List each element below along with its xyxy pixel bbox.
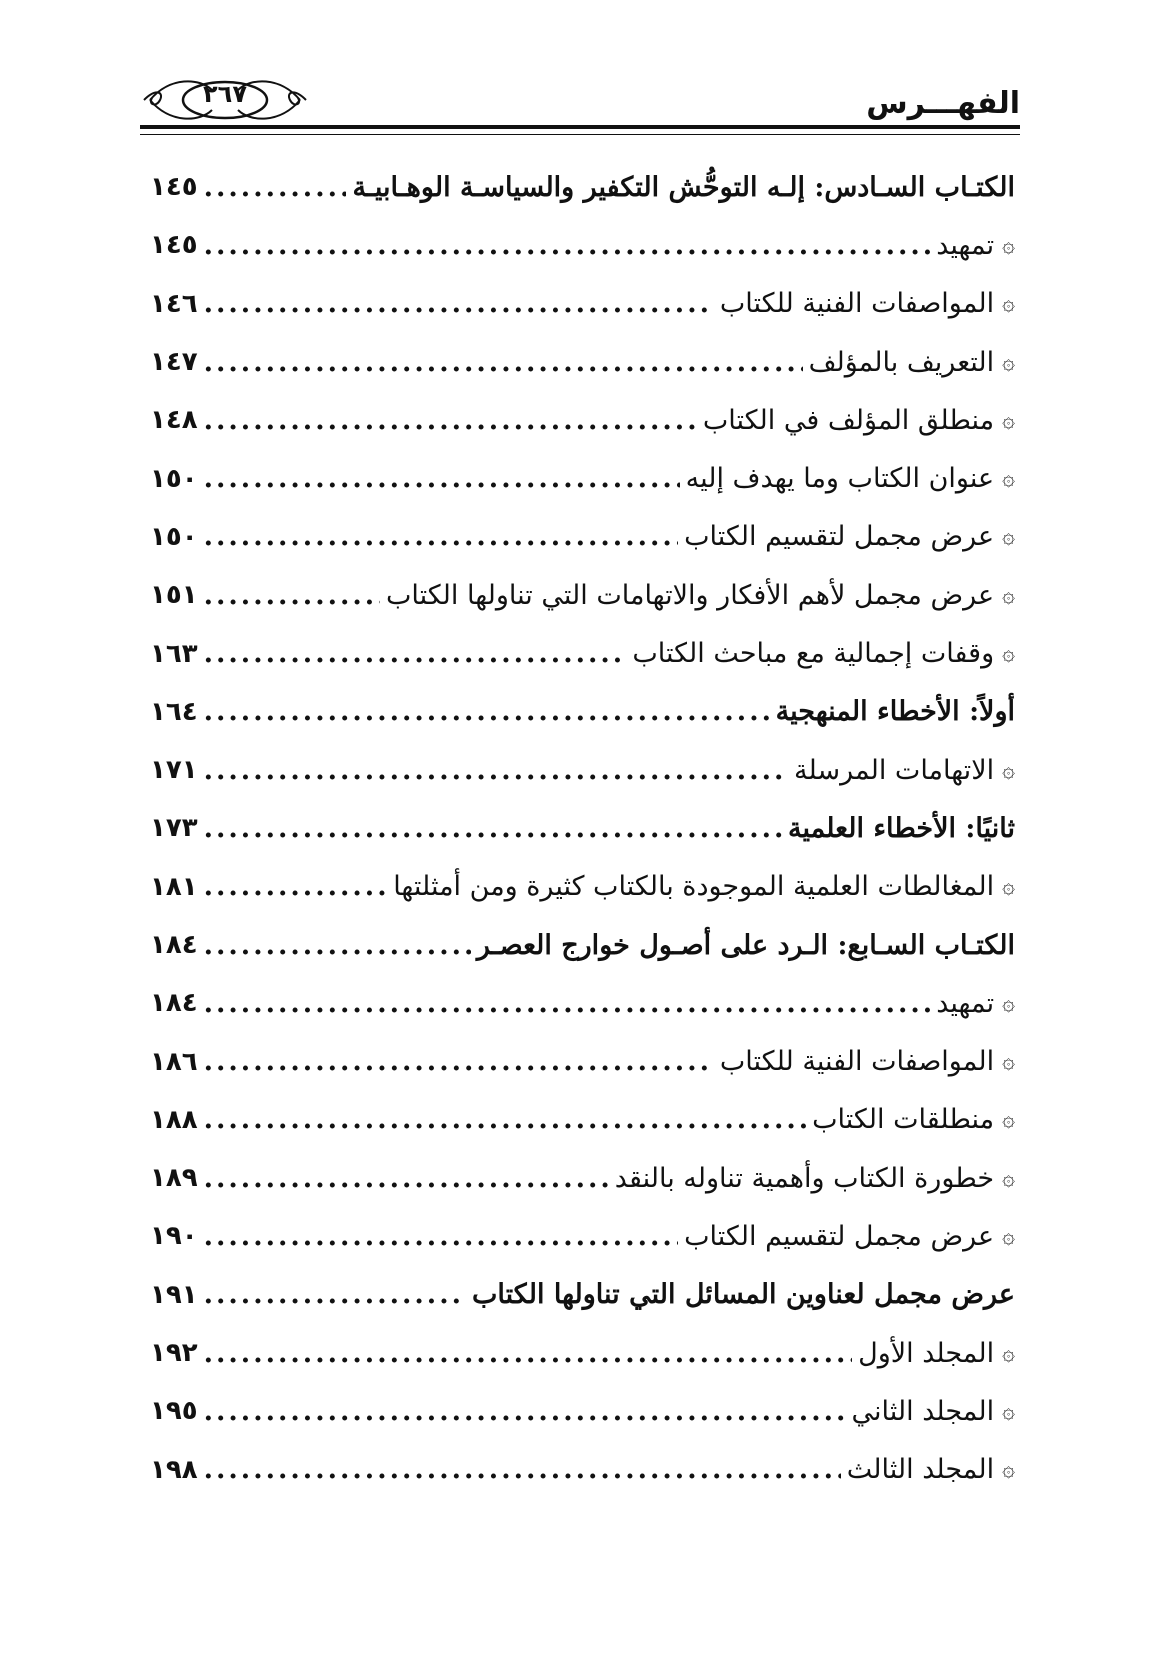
- bullet-star-icon: ۞: [1002, 349, 1015, 375]
- dot-leader: [204, 1046, 714, 1077]
- bullet-star-icon: ۞: [1002, 1165, 1015, 1191]
- toc-page-number: ١٤٨: [150, 405, 198, 436]
- toc-entry: [150, 333, 1015, 391]
- bullet-star-icon: ۞: [1002, 641, 1015, 667]
- toc-page-number: ١٨٤: [150, 988, 198, 1019]
- toc-entry-title: منطلق المؤلف في الكتاب: [702, 404, 995, 436]
- header-rule-thick: [140, 125, 1020, 129]
- toc-entry: [150, 916, 1015, 974]
- toc-entry: [150, 449, 1015, 507]
- toc-entry-title: تمهيد: [936, 229, 995, 261]
- table-of-contents: [150, 158, 1015, 1499]
- toc-entry: [150, 158, 1015, 216]
- toc-page-number: ١٩٨: [150, 1454, 198, 1485]
- toc-entry: [150, 391, 1015, 449]
- toc-entry-title: أولاً: الأخطاء المنهجية: [775, 696, 1015, 728]
- dot-leader: [204, 172, 347, 203]
- dot-leader: [204, 696, 770, 727]
- toc-entry: [150, 1032, 1015, 1090]
- bullet-star-icon: ۞: [1002, 1223, 1015, 1249]
- toc-entry: [150, 275, 1015, 333]
- toc-entry-title: تمهيد: [936, 987, 995, 1019]
- dot-leader: [204, 347, 803, 378]
- toc-entry-title: عرض مجمل لعناوين المسائل التي تناولها الكتاب: [472, 1279, 1015, 1311]
- toc-entry: [150, 1266, 1015, 1324]
- toc-entry: [150, 683, 1015, 741]
- dot-leader: [204, 288, 714, 319]
- dot-leader: [204, 1163, 609, 1194]
- toc-entry-title: عرض مجمل لتقسيم الكتاب: [684, 521, 995, 553]
- dot-leader: [204, 1338, 852, 1369]
- bullet-star-icon: ۞: [1002, 1049, 1015, 1075]
- toc-entry-title: المجلد الثالث: [846, 1454, 995, 1486]
- dot-leader: [204, 1221, 678, 1252]
- toc-page-number: ١٩٠: [150, 1221, 198, 1252]
- bullet-star-icon: ۞: [1002, 524, 1015, 550]
- dot-leader: [204, 463, 680, 494]
- bullet-star-icon: ۞: [1002, 232, 1015, 258]
- dot-leader: [204, 521, 678, 552]
- toc-page-number: ١٧١: [150, 755, 198, 786]
- toc-entry-title: ثانيًا: الأخطاء العلمية: [788, 812, 1015, 844]
- toc-page-number: ١٥٠: [150, 463, 198, 494]
- dot-leader: [204, 405, 697, 436]
- toc-page-number: ١٥٠: [150, 521, 198, 552]
- bullet-star-icon: ۞: [1002, 291, 1015, 317]
- bullet-star-icon: ۞: [1002, 874, 1015, 900]
- bullet-star-icon: ۞: [1002, 757, 1015, 783]
- toc-entry: [150, 1382, 1015, 1440]
- toc-entry-title: خطورة الكتاب وأهمية تناوله بالنقد: [614, 1162, 995, 1194]
- toc-entry: [150, 216, 1015, 274]
- toc-page-number: ١٨٩: [150, 1163, 198, 1194]
- page-title: الفهـــرس: [866, 86, 1020, 121]
- toc-entry-title: المجلد الثاني: [851, 1395, 995, 1427]
- dot-leader: [204, 755, 788, 786]
- dot-leader: [204, 930, 471, 961]
- toc-entry: [150, 1149, 1015, 1207]
- toc-page-number: ١٤٥: [150, 172, 198, 203]
- dot-leader: [204, 988, 931, 1019]
- toc-entry-title: الكتـاب السـابع: الـرد على أصـول خوارج العصـر: [476, 929, 1015, 961]
- toc-entry: [150, 1324, 1015, 1382]
- toc-entry: [150, 1091, 1015, 1149]
- toc-entry-title: المواصفات الفنية للكتاب: [719, 1046, 995, 1078]
- toc-entry: [150, 858, 1015, 916]
- toc-entry: [150, 508, 1015, 566]
- bullet-star-icon: ۞: [1002, 1340, 1015, 1366]
- toc-page-number: ١٨٦: [150, 1046, 198, 1077]
- toc-entry-title: عرض مجمل لتقسيم الكتاب: [684, 1220, 995, 1252]
- dot-leader: [204, 1279, 466, 1310]
- toc-entry-title: المواصفات الفنية للكتاب: [719, 288, 995, 320]
- toc-entry-title: الكتـاب السـادس: إلـه التوحُّش التكفير والسياسـة الوهـابيـة: [352, 171, 1015, 203]
- bullet-star-icon: ۞: [1002, 407, 1015, 433]
- toc-page-number: ١٨٤: [150, 930, 198, 960]
- toc-entry: [150, 741, 1015, 799]
- toc-entry: [150, 799, 1015, 857]
- bullet-star-icon: ۞: [1002, 1107, 1015, 1133]
- toc-entry: [150, 566, 1015, 624]
- dot-leader: [204, 813, 782, 844]
- toc-page-number: ١٨١: [150, 871, 198, 902]
- toc-page-number: ١٤٦: [150, 288, 198, 319]
- toc-page-number: ١٩٢: [150, 1338, 198, 1369]
- dot-leader: [204, 1396, 846, 1427]
- bullet-star-icon: ۞: [1002, 1457, 1015, 1483]
- dot-leader: [204, 871, 388, 902]
- dot-leader: [204, 580, 380, 611]
- toc-entry-title: منطلقات الكتاب: [812, 1104, 995, 1136]
- toc-page-number: ١٤٧: [150, 347, 198, 378]
- toc-entry-title: عنوان الكتاب وما يهدف إليه: [685, 463, 995, 495]
- dot-leader: [204, 1104, 806, 1135]
- toc-page-number: ١٨٨: [150, 1104, 198, 1135]
- bullet-star-icon: ۞: [1002, 1398, 1015, 1424]
- page-number: ٢٦٧: [203, 80, 247, 108]
- toc-page-number: ١٦٣: [150, 638, 198, 669]
- bullet-star-icon: ۞: [1002, 582, 1015, 608]
- toc-entry-title: وقفات إجمالية مع مباحث الكتاب: [632, 638, 995, 670]
- toc-entry: [150, 1207, 1015, 1265]
- toc-entry-title: المجلد الأول: [858, 1337, 995, 1369]
- toc-page-number: ١٩٥: [150, 1396, 198, 1427]
- toc-entry: [150, 624, 1015, 682]
- toc-entry-title: عرض مجمل لأهم الأفكار والاتهامات التي تناولها الكتاب: [385, 579, 995, 611]
- toc-page-number: ١٩١: [150, 1279, 198, 1310]
- header-rule-thin: [140, 134, 1020, 135]
- dot-leader: [204, 1454, 841, 1485]
- toc-entry-title: الاتهامات المرسلة: [794, 754, 995, 786]
- bullet-star-icon: ۞: [1002, 990, 1015, 1016]
- toc-entry-title: المغالطات العلمية الموجودة بالكتاب كثيرة ومن أمثلتها: [393, 871, 995, 903]
- toc-entry-title: التعريف بالمؤلف: [808, 346, 995, 378]
- toc-entry: [150, 974, 1015, 1032]
- dot-leader: [204, 638, 627, 669]
- dot-leader: [204, 230, 931, 261]
- bullet-star-icon: ۞: [1002, 466, 1015, 492]
- toc-page-number: ١٧٣: [150, 813, 198, 844]
- toc-page-number: ١٥١: [150, 580, 198, 611]
- toc-page-number: ١٦٤: [150, 696, 198, 727]
- toc-page-number: ١٤٥: [150, 230, 198, 261]
- toc-entry: [150, 1441, 1015, 1499]
